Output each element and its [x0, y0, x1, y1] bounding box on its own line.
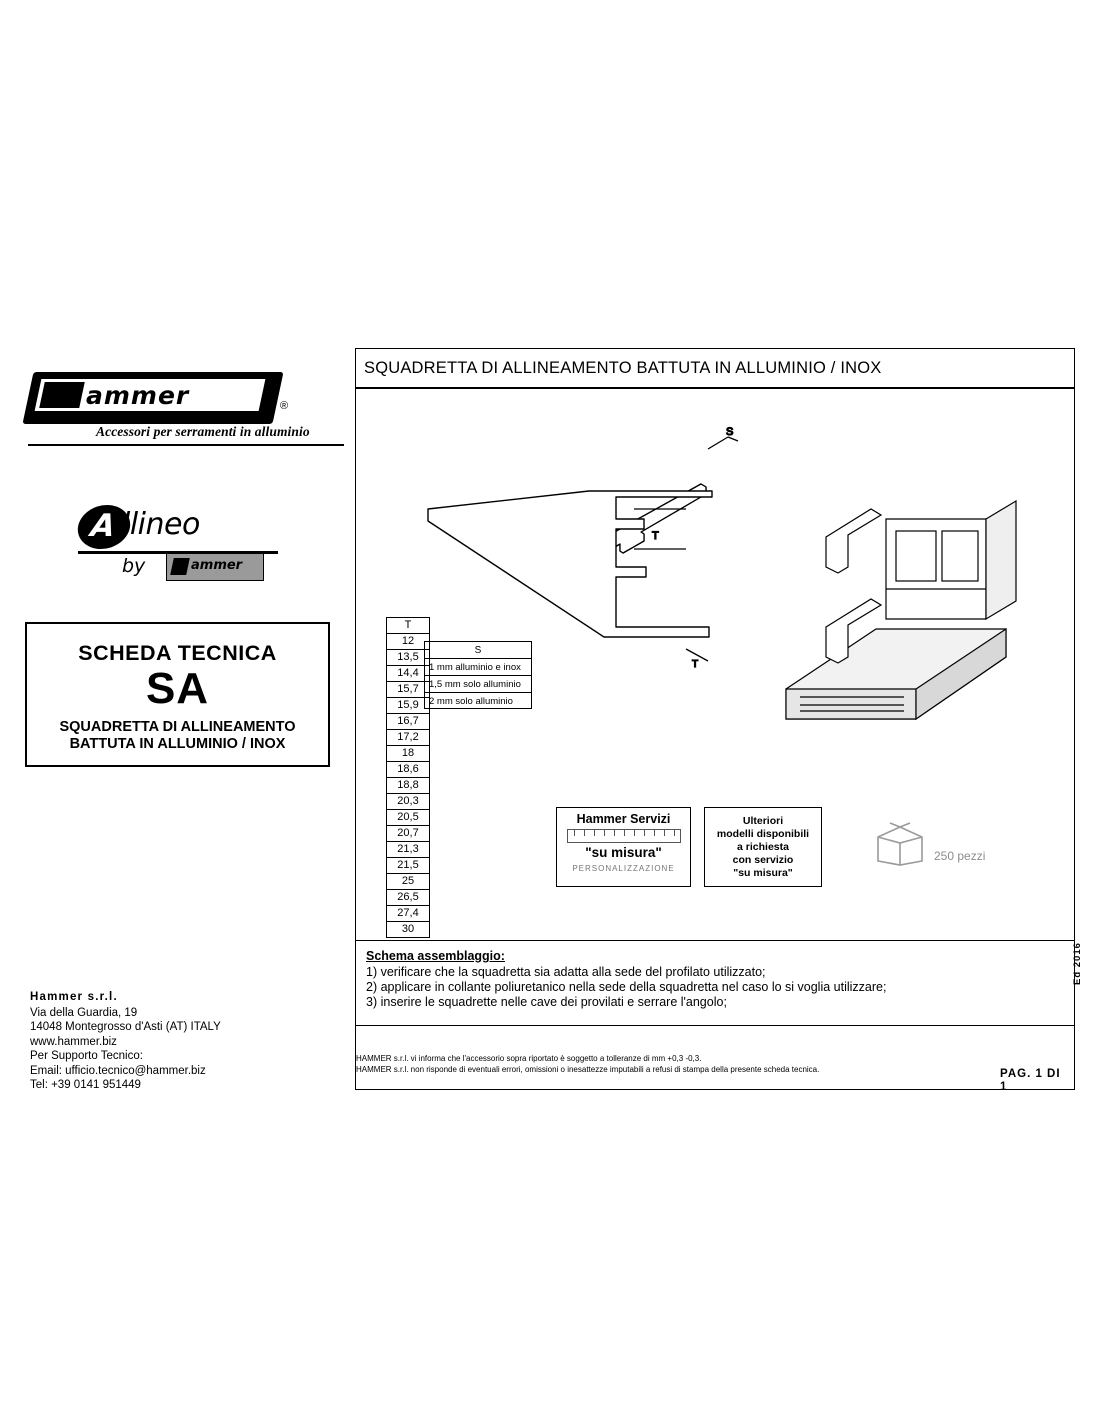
t-table-cell: 17,2 [386, 729, 430, 745]
packaging-quantity [934, 849, 985, 863]
hammer-servizi-box [556, 807, 691, 887]
company-website[interactable]: www.hammer.biz [30, 1035, 117, 1048]
personalizzazione-label: PERSONALIZZAZIONE [572, 864, 675, 873]
frame-title: SQUADRETTA DI ALLINEAMENTO BATTUTA IN ALLUMINIO / INOX [364, 359, 882, 377]
assembly-schema-title: Schema assemblaggio: [366, 949, 505, 963]
page-number: PAG. 1 DI 1 [1000, 1068, 1061, 1093]
mini-logo-wordmark: ammer [191, 558, 243, 573]
assembly-step: 1) verificare che la squadretta sia adatta alla sede del profilato utilizzato; [366, 965, 766, 979]
t-table-cell: 20,5 [386, 809, 430, 825]
ulteriori-line5: "su misura" [733, 867, 793, 879]
s-table-cell: 1 mm alluminio e inox [424, 658, 532, 675]
t-table-cell: 15,7 [386, 681, 430, 697]
allineo-by-label: by [122, 555, 146, 577]
allineo-logo-block [78, 505, 278, 583]
assembly-step: 2) applicare in collante poliuretanico nella sede della squadretta nel caso lo si voglia utilizzare; [366, 980, 887, 994]
logo-wordmark: ammer [86, 381, 190, 410]
t-table-cell: 15,9 [386, 697, 430, 713]
t-table-cell: 13,5 [386, 649, 430, 665]
allineo-mini-hammer-logo [166, 553, 264, 581]
t-table-cell: 16,7 [386, 713, 430, 729]
s-table-header: S [424, 641, 532, 658]
svg-text:S: S [726, 426, 734, 438]
t-table-cell: 18,6 [386, 761, 430, 777]
datasheet-code: SA [145, 664, 210, 713]
ulteriori-line2: modelli disponibili [716, 828, 810, 840]
company-support-label: Per Supporto Tecnico: [30, 1050, 143, 1062]
brand-tagline: Accessori per serramenti in alluminio [96, 424, 310, 439]
s-table-cell: 2 mm solo alluminio [424, 692, 532, 709]
logo-divider [28, 444, 344, 446]
t-table-cell: 18,8 [386, 777, 430, 793]
hammer-logo [28, 372, 289, 420]
company-address: Via della Guardia, 19 [30, 1006, 138, 1019]
allineo-wordmark: llineo [122, 507, 200, 542]
registered-trademark-icon: ® [280, 400, 289, 412]
company-contact-block [30, 990, 221, 1093]
edition-code: Ed 2016 [1072, 942, 1083, 985]
t-table-cell: 14,4 [386, 665, 430, 681]
datasheet-label: SCHEDA TECNICA [78, 641, 277, 665]
company-name: Hammer s.r.l. [30, 991, 118, 1003]
logo-h-block-icon [39, 382, 85, 408]
allineo-by-row [78, 553, 278, 583]
hammer-servizi-title: Hammer Servizi [576, 812, 671, 826]
datasheet-description-line2: BATTUTA IN ALLUMINIO / INOX [69, 736, 286, 752]
t-table-cell: 21,5 [386, 857, 430, 873]
datasheet-description-line1: SQUADRETTA DI ALLINEAMENTO [59, 719, 296, 735]
t-table-cell: 26,5 [386, 889, 430, 905]
ulteriori-line3: a richiesta [737, 841, 789, 853]
t-table-cell: 25 [386, 873, 430, 889]
ruler-icon [567, 829, 681, 843]
ulteriori-line1: Ulteriori [742, 815, 784, 827]
s-thickness-table [424, 641, 532, 709]
ulteriori-modelli-box [704, 807, 822, 887]
t-table-header: T [386, 617, 430, 633]
box-icon [872, 821, 928, 867]
footnote-line1: HAMMER s.r.l. vi informa che l'accessorio sopra riportato è soggetto a tolleranze di mm +0,3 -0,3. [356, 1054, 702, 1063]
packaging-quantity-label: 250 pezzi [934, 849, 986, 863]
company-city: 14048 Montegrosso d'Asti (AT) ITALY [30, 1021, 221, 1033]
s-table-cell: 1,5 mm solo alluminio [424, 675, 532, 692]
datasheet-title-box [25, 622, 330, 767]
hammer-logo-block [28, 372, 348, 440]
t-table-cell: 12 [386, 633, 430, 649]
t-table-cell: 18 [386, 745, 430, 761]
company-phone: Tel: +39 0141 951449 [30, 1079, 141, 1091]
mini-logo-h-block-icon [170, 558, 190, 575]
svg-text:T: T [652, 530, 659, 542]
company-email[interactable]: Email: ufficio.tecnico@hammer.biz [30, 1064, 206, 1077]
footnote-line2: HAMMER s.r.l. non risponde di eventuali errori, omissioni o inesattezze imputabili a refusi di stampa della presente scheda tecnica. [356, 1065, 820, 1074]
t-table-cell: 21,3 [386, 841, 430, 857]
assembly-step: 3) inserire le squadrette nelle cave dei provilati e serrare l'angolo; [366, 995, 727, 1009]
su-misura-label: "su misura" [585, 845, 662, 860]
t-table-cell: 27,4 [386, 905, 430, 921]
t-table-cell: 20,7 [386, 825, 430, 841]
t-table-cell: 20,3 [386, 793, 430, 809]
allineo-divider [78, 551, 278, 554]
allineo-top-row [78, 505, 278, 551]
ulteriori-line4: con servizio [732, 854, 794, 866]
assembly-schema-box [355, 940, 1075, 1026]
t-table-cell: 30 [386, 921, 430, 938]
svg-text:T: T [692, 659, 699, 670]
legal-footnotes [356, 1053, 976, 1075]
